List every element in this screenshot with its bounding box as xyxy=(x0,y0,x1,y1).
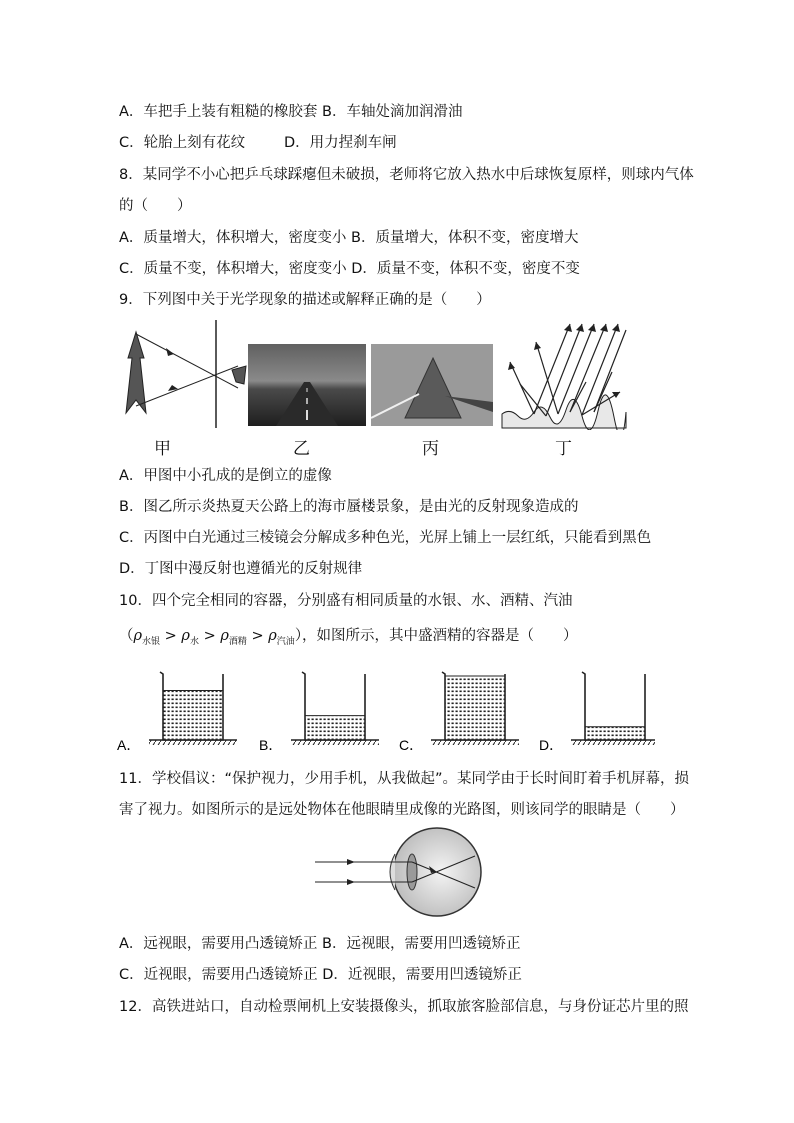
q9-option-a: A．甲图中小孔成的是倒立的虚像 xyxy=(119,468,332,484)
figure-containers xyxy=(115,662,655,752)
caption-jia: 甲 xyxy=(154,439,171,459)
q8-stem-line2: 的（ ） xyxy=(119,198,192,214)
label-a: A． xyxy=(117,737,141,752)
q11-stem-line1: 11．学校倡议：“保护视力，少用手机，从我做起”。某同学由于长时间盯着手机屏幕，损 xyxy=(119,771,689,787)
rho-symbol: ρ xyxy=(133,628,143,644)
rho-symbol: ρ xyxy=(268,628,277,644)
q11-options-cd: C．近视眼，需要用凸透镜矫正 D．近视眼，需要用凹透镜矫正 xyxy=(119,967,522,983)
rho-symbol: ρ xyxy=(220,628,229,644)
q7-option-d: D．用力捏刹车闸 xyxy=(284,135,397,151)
q8-options-ab: A．质量增大，体积增大，密度变小 B．质量增大，体积不变，密度增大 xyxy=(119,230,579,246)
label-c: C． xyxy=(399,737,424,752)
caption-ding: 丁 xyxy=(555,439,572,459)
q9-stem: 9．下列图中关于光学现象的描述或解释正确的是（ ） xyxy=(119,292,491,308)
q12-stem-line1: 12．高铁进站口，自动检票闸机上安装摄像头，抓取旅客脸部信息，与身份证芯片里的照 xyxy=(119,999,689,1015)
gt-sign: > xyxy=(164,628,177,644)
caption-bing: 丙 xyxy=(422,439,439,459)
container-b xyxy=(291,672,379,745)
caption-yi: 乙 xyxy=(293,439,310,459)
liquid xyxy=(445,676,505,740)
figure-prism-photo xyxy=(371,344,493,426)
q7-options-ab: A．车把手上装有粗糙的橡胶套 B．车轴处滴加润滑油 xyxy=(119,104,463,120)
liquid xyxy=(585,727,645,740)
sub-mercury: 水银 xyxy=(142,636,161,647)
container-c xyxy=(431,672,519,745)
q10-density-line xyxy=(119,626,578,652)
q9-option-d: D．丁图中漫反射也遵循光的反射规律 xyxy=(119,561,363,577)
q8-options-cd: C．质量不变，体积增大，密度变小 D．质量不变，体积不变，密度不变 xyxy=(119,261,580,277)
container-a xyxy=(149,672,237,745)
q11-stem-line2: 害了视力。如图所示的是远处物体在他眼睛里成像的光路图，则该同学的眼睛是（ ） xyxy=(119,802,685,818)
q10-tail: ），如图所示，其中盛酒精的容器是（ ） xyxy=(294,628,578,644)
liquid xyxy=(305,716,365,740)
gt-sign: > xyxy=(203,628,216,644)
q8-stem-line1: 8．某同学不小心把乒乓球踩瘪但未破损，老师将它放入热水中后球恢复原样，则球内气体 xyxy=(119,167,694,183)
sub-water: 水 xyxy=(189,636,199,647)
label-b: B． xyxy=(259,737,283,752)
q10-stem: 10．四个完全相同的容器，分别盛有相同质量的水银、水、酒精、汽油 xyxy=(119,593,573,609)
q9-option-c: C．丙图中白光通过三棱镜会分解成多种色光，光屏上铺上一层红纸，只能看到黑色 xyxy=(119,530,652,546)
sub-alcohol: 酒精 xyxy=(228,636,247,647)
q11-options-ab: A．远视眼，需要用凸透镜矫正 B．远视眼，需要用凹透镜矫正 xyxy=(119,936,521,952)
figure-eye-diagram xyxy=(315,826,485,918)
label-d: D． xyxy=(539,737,564,752)
liquid xyxy=(163,691,223,741)
gt-sign: > xyxy=(251,628,264,644)
figure-mirage-photo xyxy=(248,344,366,426)
rho-symbol: ρ xyxy=(181,628,190,644)
sub-gasoline: 汽油 xyxy=(276,636,295,647)
figure-diffuse-reflection xyxy=(500,322,628,430)
figure-pinhole xyxy=(120,318,248,430)
q9-option-b: B．图乙所示炎热夏天公路上的海市蜃楼景象，是由光的反射现象造成的 xyxy=(119,499,579,515)
open-paren: （ xyxy=(119,628,134,644)
q7-option-c: C．轮胎上刻有花纹 xyxy=(119,135,246,151)
container-d xyxy=(571,672,655,745)
